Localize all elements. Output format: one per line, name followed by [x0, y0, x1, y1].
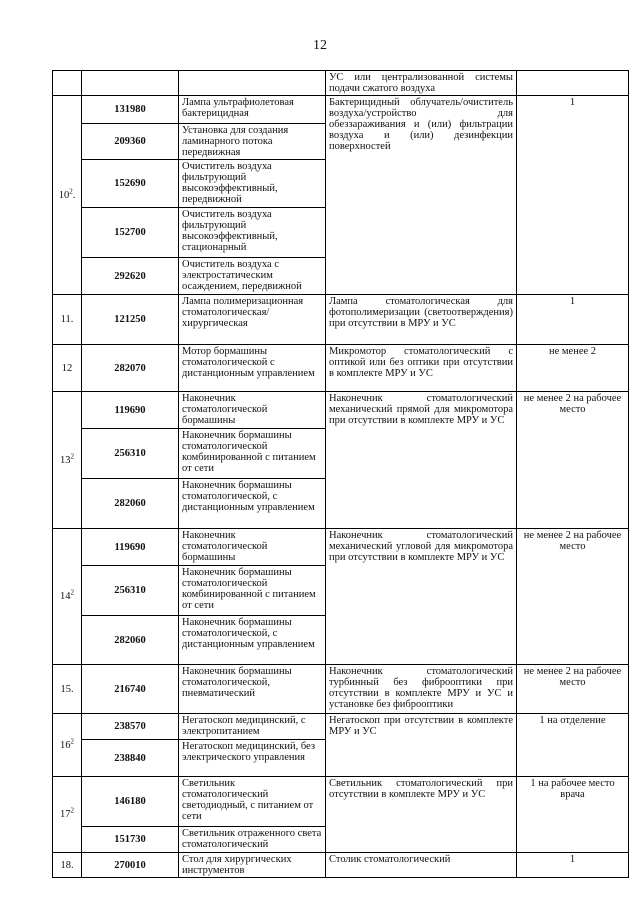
item-code — [82, 71, 179, 96]
item-number: $16^2$ — [53, 714, 82, 777]
item-name: Наконечник бормашины стоматологической, пневматический — [179, 665, 326, 714]
item-code: 119690 — [82, 392, 179, 429]
item-code: 119690 — [82, 529, 179, 566]
item-name: Лампа ультрафиолетовая бактерицидная — [179, 96, 326, 124]
item-requirement: Наконечник стоматологический механический угловой для микромотора при отсутствии в комплекте МРУ и УС — [326, 529, 517, 665]
item-quantity: не менее 2 на рабочее место — [517, 529, 629, 665]
page-number: 12 — [313, 38, 327, 53]
table-row — [53, 295, 629, 345]
item-requirement: УС или централизованной системы подачи сжатого воздуха — [326, 71, 517, 96]
item-quantity: не менее 2 — [517, 345, 629, 392]
item-code: 151730 — [82, 827, 179, 853]
item-number: $10^2$. — [53, 96, 82, 295]
item-requirement: Столик стоматологический — [326, 853, 517, 878]
item-name: Светильник стоматологический светодиодный, с питанием от сети — [179, 777, 326, 827]
item-code: 270010 — [82, 853, 179, 878]
item-quantity: 1 на рабочее место врача — [517, 777, 629, 853]
item-requirement: Бактерицидный облучатель/очиститель воздуха/устройство для обеззараживания и (или) фильтрации воздуха и (или) дезинфекции поверхностей — [326, 96, 517, 295]
item-code: 238570 — [82, 714, 179, 740]
item-code: 152700 — [82, 208, 179, 258]
item-name: Очиститель воздуха фильтрующий высокоэффективный, стационарный — [179, 208, 326, 258]
item-name: Лампа полимеризационная стоматологическая/хирургическая — [179, 295, 326, 345]
item-requirement: Лампа стоматологическая для фотополимеризации (светоотверждения) при отсутствии в МРУ и УС — [326, 295, 517, 345]
item-code: 282060 — [82, 479, 179, 529]
item-requirement: Негатоскоп при отсутствии в комплекте МРУ и УС — [326, 714, 517, 777]
item-quantity — [517, 71, 629, 96]
table-row — [53, 392, 629, 429]
item-name: Наконечник бормашины стоматологической комбинированной с питанием от сети — [179, 429, 326, 479]
table-row — [53, 714, 629, 740]
item-code: 121250 — [82, 295, 179, 345]
table-row — [53, 529, 629, 566]
item-number: 12 — [53, 345, 82, 392]
item-quantity: не менее 2 на рабочее место — [517, 392, 629, 529]
item-code: 238840 — [82, 740, 179, 777]
table-row — [53, 777, 629, 827]
item-name: Негатоскоп медицинский, без электрического управления — [179, 740, 326, 777]
item-number: 15. — [53, 665, 82, 714]
item-number — [53, 71, 82, 96]
item-code: 282070 — [82, 345, 179, 392]
item-number: $13^2$ — [53, 392, 82, 529]
item-number: $14^2$ — [53, 529, 82, 665]
item-name: Установка для создания ламинарного потока передвижная — [179, 124, 326, 160]
item-quantity: не менее 2 на рабочее место — [517, 665, 629, 714]
table-row — [53, 665, 629, 714]
item-code: 292620 — [82, 258, 179, 295]
item-number: 18. — [53, 853, 82, 878]
equipment-table — [52, 70, 629, 878]
item-name — [179, 71, 326, 96]
item-code: 256310 — [82, 429, 179, 479]
item-name: Негатоскоп медицинский, с электропитанием — [179, 714, 326, 740]
item-code: 282060 — [82, 616, 179, 665]
item-quantity: 1 — [517, 96, 629, 295]
item-code: 131980 — [82, 96, 179, 124]
item-name: Наконечник стоматологической бормашины — [179, 392, 326, 429]
item-requirement: Светильник стоматологический при отсутствии в комплекте МРУ и УС — [326, 777, 517, 853]
table-row — [53, 71, 629, 96]
item-name: Наконечник бормашины стоматологической, с дистанционным управлением — [179, 479, 326, 529]
table-row — [53, 345, 629, 392]
item-requirement: Микромотор стоматологический с оптикой или без оптики при отсутствии в комплекте МРУ и УС — [326, 345, 517, 392]
item-code: 256310 — [82, 566, 179, 616]
item-name: Светильник отраженного света стоматологический — [179, 827, 326, 853]
item-requirement: Наконечник стоматологический турбинный без фиброоптики при отсутствии в комплекте МРУ и УС и установке без фиброоптики — [326, 665, 517, 714]
item-name: Очиститель воздуха фильтрующий высокоэффективный, передвижной — [179, 160, 326, 208]
item-code: 152690 — [82, 160, 179, 208]
item-name: Стол для хирургических инструментов — [179, 853, 326, 878]
item-name: Очиститель воздуха с электростатическим осаждением, передвижной — [179, 258, 326, 295]
item-number: $17^2$ — [53, 777, 82, 853]
item-code: 146180 — [82, 777, 179, 827]
item-quantity: 1 — [517, 853, 629, 878]
item-code: 216740 — [82, 665, 179, 714]
table-row — [53, 96, 629, 124]
item-requirement: Наконечник стоматологический механический прямой для микромотора при отсутствии в комплекте МРУ и УС — [326, 392, 517, 529]
item-code: 209360 — [82, 124, 179, 160]
item-quantity: 1 на отделение — [517, 714, 629, 777]
item-name: Наконечник бормашины стоматологической, с дистанционным управлением — [179, 616, 326, 665]
item-quantity: 1 — [517, 295, 629, 345]
table-row — [53, 853, 629, 878]
item-name: Наконечник бормашины стоматологической комбинированной с питанием от сети — [179, 566, 326, 616]
item-name: Наконечник стоматологической бормашины — [179, 529, 326, 566]
item-name: Мотор бормашины стоматологической с дистанционным управлением — [179, 345, 326, 392]
item-number: 11. — [53, 295, 82, 345]
